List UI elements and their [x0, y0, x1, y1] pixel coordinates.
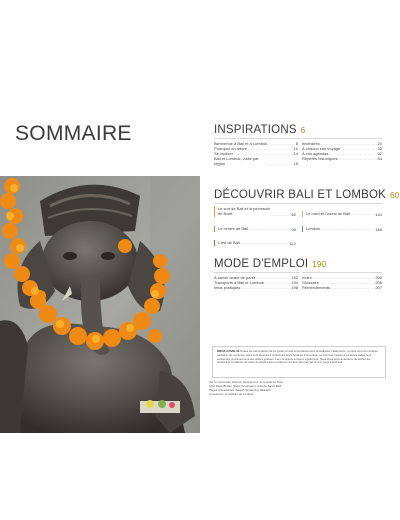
region-label: L'est de Bali — [218, 240, 240, 245]
page-title: SOMMAIRE — [15, 122, 132, 145]
region-page: 90 — [291, 227, 296, 232]
toc-entry-label: À chacun son voyage — [302, 146, 341, 151]
section-heading-mode — [214, 258, 326, 270]
toc-entry-page: 14 — [293, 151, 298, 156]
toc-entry-page: 54 — [377, 156, 382, 161]
rule — [214, 138, 300, 139]
mode-right-list — [302, 275, 382, 290]
toc-entry-label: Pourquoi on adore — [214, 146, 247, 151]
region-entry[interactable] — [302, 211, 382, 217]
inspirations-right-list — [302, 141, 382, 161]
region-entry[interactable] — [214, 206, 296, 217]
region-page: 168 — [375, 227, 382, 232]
toc-entry-label: Repères historiques — [302, 156, 338, 161]
covid-info-box — [212, 346, 386, 378]
toc-entry-label: Itinéraires — [302, 141, 320, 146]
toc-entry-label: Transports à Bali et Lombok — [214, 280, 264, 285]
toc-entry-page: 194 — [291, 280, 298, 285]
region-entry[interactable] — [214, 226, 296, 232]
inspirations-left-list — [214, 141, 298, 166]
section-page: 190 — [312, 260, 327, 269]
dot-leader — [248, 226, 292, 232]
toc-entry-label: Bali et Lombok, visite par région — [214, 156, 259, 166]
region-page: 112 — [289, 241, 296, 246]
dot-leader — [330, 285, 375, 290]
region-label: Le centre de Bali — [218, 226, 249, 231]
dot-leader — [240, 285, 291, 290]
section-page: 60 — [390, 191, 400, 200]
region-label: Le nord et l'ouest de Bali — [306, 211, 350, 216]
toc-entry-label: Infos pratiques — [214, 285, 241, 290]
rule — [214, 203, 382, 204]
section-title: MODE D'EMPLOI — [214, 258, 309, 270]
dot-leader — [320, 226, 375, 232]
toc-entry[interactable] — [214, 285, 298, 290]
rule — [302, 138, 382, 139]
toc-entry-label: Glossaire — [302, 280, 319, 285]
region-page: 62 — [291, 212, 296, 217]
toc-entry-page: 52 — [377, 151, 382, 156]
toc-entry-page: 8 — [295, 141, 298, 146]
section-heading-inspirations — [214, 124, 305, 136]
region-label: Le sud de Bali et la péninsule de Bukit — [218, 206, 271, 216]
dot-leader — [350, 211, 375, 217]
section-heading-discover — [214, 189, 399, 201]
region-page: 144 — [375, 212, 382, 217]
toc-entry-label: À vos agendas — [302, 151, 329, 156]
covid-title: INFOS COVID-19 — [217, 349, 240, 353]
toc-entry-page: 16 — [293, 161, 298, 166]
toc-entry[interactable] — [302, 285, 382, 290]
toc-entry-label: À savoir avant de partir — [214, 275, 256, 280]
section-title: INSPIRATIONS — [214, 124, 297, 136]
toc-entry-page: 192 — [291, 275, 298, 280]
photo-caption: Sur la couverture Ganesh dans la cour du temple de Pura Ulun Danu Bratan (Pura Pemerajan), près de Sanur Bali. Pages précédentes: Sawah Terasering Jatiluwih. Couverture: la capitale de Lombok. — [209, 380, 283, 396]
section-title: DÉCOUVRIR BALI ET LOMBOK — [214, 189, 387, 201]
mode-left-list — [214, 275, 298, 290]
toc-entry-page: 32 — [377, 146, 382, 151]
toc-entry-label: Se repérer — [214, 151, 233, 156]
rule — [214, 272, 300, 273]
toc-entry-page: 10 — [293, 146, 298, 151]
covid-body: Toutes les informations de ce guide ont été scrupuleusement actualisées. Néanmoins, compte tenu du contexte sanitaire, de nombreux sites sont amenés à restreindre leurs horaires d'ouverture, ou à fermer l'accès à certaines salles ou à suspendre provisoirement des visites guidées. Les consignes évoluent également. Nous vous recommandons de vérifier les horaires et conditions de visite de chaque lieu et adresse sur leur site Internet ou leur page Facebook. — [217, 349, 378, 365]
toc-entry[interactable] — [302, 156, 382, 161]
region-entry[interactable] — [302, 226, 382, 232]
rule — [302, 272, 382, 273]
toc-entry-page: 207 — [375, 285, 382, 290]
toc-entry-page: 20 — [377, 141, 382, 146]
dot-leader — [272, 212, 292, 217]
toc-entry-label: Remerciements — [302, 285, 331, 290]
toc-entry-page: 198 — [291, 285, 298, 290]
dot-leader — [240, 240, 290, 246]
toc-entry[interactable] — [214, 156, 298, 166]
section-page: 6 — [300, 126, 306, 135]
toc-entry-label: Index — [302, 275, 312, 280]
toc-entry-label: Bienvenue à Bali et à Lombok — [214, 141, 268, 146]
dot-leader — [266, 161, 294, 166]
region-entry[interactable] — [214, 240, 296, 246]
toc-entry-page: 206 — [375, 280, 382, 285]
region-label: Lombok — [306, 226, 321, 231]
toc-entry-page: 200 — [375, 275, 382, 280]
dot-leader — [338, 156, 378, 161]
ganesha-photo — [0, 176, 200, 433]
